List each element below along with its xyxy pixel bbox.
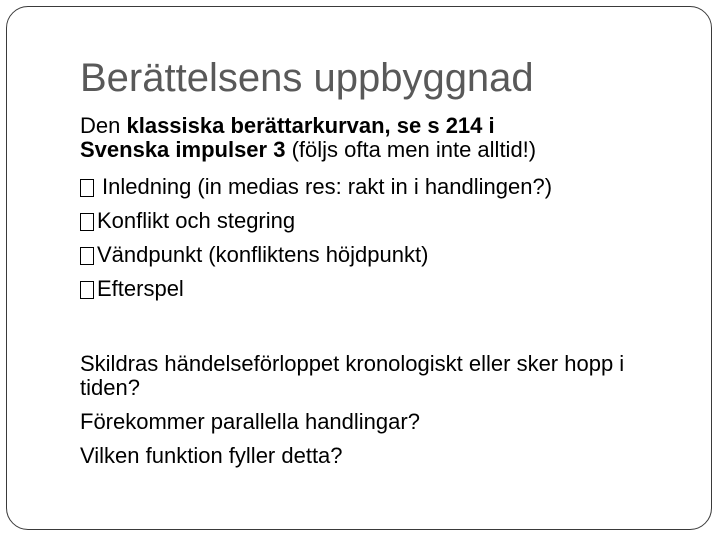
intro-line-1 <box>80 114 680 138</box>
missing-glyph-box-icon <box>80 213 94 231</box>
bullet-item-konflikt <box>80 204 680 238</box>
slide-body <box>80 114 680 478</box>
bullet-text-konflikt: Konflikt och stegring <box>97 208 296 233</box>
question-funktion: Vilken funktion fyller detta? <box>80 443 343 468</box>
intro-text-foljs-ofta: (följs ofta men inte alltid!) <box>285 137 537 162</box>
intro-text-svenska-impulser: Svenska impulser 3 <box>80 137 286 162</box>
intro-line-2 <box>80 138 680 162</box>
missing-glyph-box-icon <box>80 247 94 265</box>
bullet-item-inledning <box>80 170 680 204</box>
question-block <box>80 352 680 468</box>
intro-text-den: Den <box>80 113 127 138</box>
question-parallella: Förekommer parallella handlingar? <box>80 409 420 434</box>
intro-text-berattarkurvan: klassiska berättarkurvan, se s 214 i <box>126 113 495 138</box>
bullet-item-vandpunkt <box>80 238 680 272</box>
bullet-text-vandpunkt: Vändpunkt (konfliktens höjdpunkt) <box>97 242 429 267</box>
bullet-text-inledning: Inledning (in medias res: rakt in i handlingen?) <box>102 174 553 199</box>
slide-title: Berättelsens uppbyggnad <box>80 56 534 100</box>
question-kronologiskt: Skildras händelseförloppet kronologiskt eller sker hopp i tiden? <box>80 351 625 400</box>
bullet-item-efterspel <box>80 272 680 306</box>
bullet-text-efterspel: Efterspel <box>97 276 184 301</box>
missing-glyph-box-icon <box>80 179 94 197</box>
bullet-list <box>80 170 680 306</box>
missing-glyph-box-icon <box>80 281 94 299</box>
